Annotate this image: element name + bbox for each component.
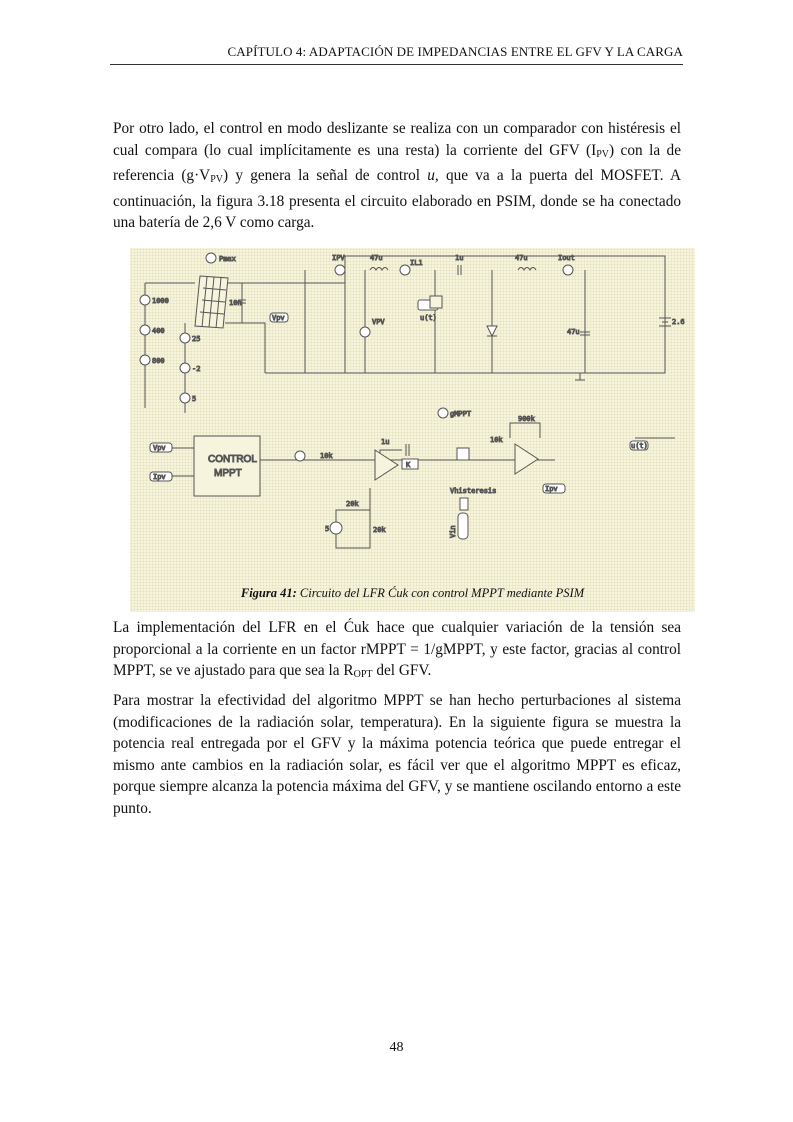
- label: 10k: [320, 452, 333, 460]
- label: 47u: [515, 254, 528, 262]
- label: -2: [192, 365, 201, 373]
- label: CONTROL: [208, 454, 257, 465]
- label: IL1: [410, 259, 423, 267]
- label: 2.6: [672, 318, 685, 326]
- voltmeter-icon: [206, 253, 216, 263]
- label: u(t): [631, 442, 648, 450]
- label: Pmax: [219, 255, 236, 263]
- label: gMPPT: [450, 410, 472, 418]
- text: ) con la de referencia (g·V: [113, 141, 681, 185]
- label: MPPT: [214, 468, 242, 479]
- control-mppt-block: [194, 436, 260, 496]
- label: 20k: [346, 500, 359, 508]
- text: que va a la puerta del MOSFET. A continuación, la figura 3.18 presenta el circuito elaborado en PSIM, donde se ha conectado una batería de 2,6 V como carga.: [113, 167, 681, 232]
- voltmeter-icon: [360, 327, 370, 337]
- dc-source-icon: [330, 522, 342, 534]
- paragraph-1: [113, 118, 681, 234]
- circuit-diagram: [130, 248, 695, 584]
- label: Vhisteresis: [450, 487, 497, 495]
- source-icon: [180, 363, 190, 373]
- ammeter-icon: [335, 265, 345, 275]
- label: Vin: [449, 525, 457, 538]
- ammeter-icon: [563, 265, 573, 275]
- ammeter-icon: [400, 265, 410, 275]
- label: Ipv: [153, 473, 166, 481]
- label: u(t): [420, 314, 437, 322]
- inductor-icon: [370, 268, 388, 271]
- source-icon: [140, 355, 150, 365]
- caption-text: Circuito del LFR Ćuk con control MPPT mediante PSIM: [296, 586, 585, 600]
- mosfet-icon: [430, 296, 442, 308]
- source-icon: [180, 393, 190, 403]
- label: 1u: [381, 438, 390, 446]
- page-number: 48: [389, 1040, 404, 1055]
- subscript: PV: [210, 174, 224, 186]
- caption-label: Figura 41:: [240, 586, 297, 600]
- divider-wires: [336, 488, 370, 548]
- label: 10n: [229, 299, 242, 307]
- label: 20k: [373, 526, 386, 534]
- source-icon: [140, 325, 150, 335]
- diode-icon: [487, 326, 497, 336]
- paragraph-3: Para mostrar la efectividad del algoritmo MPPT se han hecho perturbaciones al sistema (modificaciones de la radiación solar, temperatura). En la siguiente figura se muestra la potencia real entregada por el GFV y la máxima potencia teórica que puede entregar el mismo ante cambios en la radiación solar, es fácil ver que el algoritmo MPPT es eficaz, porque siempre alcanza la potencia máxima del GFV, y se mantiene oscilando entorno a este punto.: [113, 692, 681, 817]
- label: 1u: [455, 254, 464, 262]
- label: 10k: [490, 436, 503, 444]
- label: 47u: [370, 254, 383, 262]
- header-rule: [110, 64, 683, 65]
- label: Vpv: [153, 444, 166, 452]
- subscript: OPT: [353, 669, 373, 681]
- inductor-icon: [518, 268, 536, 271]
- voltmeter-icon: [295, 451, 305, 461]
- label: Vpv: [272, 314, 285, 322]
- label: 1000: [152, 297, 169, 305]
- text: ) y genera la señal de control: [223, 167, 428, 185]
- paragraph-2: [113, 617, 681, 686]
- chapter-header: CAPÍTULO 4: ADAPTACIÓN DE IMPEDANCIAS ENTRE EL GFV Y LA CARGA: [227, 44, 683, 59]
- label: 800: [152, 357, 165, 365]
- ground-icon: [575, 373, 585, 380]
- text: u,: [427, 167, 439, 185]
- label: 25: [192, 335, 201, 343]
- source-icon: [140, 295, 150, 305]
- label: 400: [152, 327, 165, 335]
- label: Iout: [558, 254, 575, 262]
- text: del GFV.: [372, 662, 432, 680]
- label: 900k: [518, 415, 535, 423]
- label: VPV: [372, 318, 385, 326]
- opamp-icon: [375, 450, 398, 480]
- label: 5: [192, 395, 197, 403]
- feedback-wire: [510, 423, 540, 438]
- voltmeter-icon: [438, 408, 448, 418]
- label: K: [406, 461, 411, 469]
- pv-panel-icon: [195, 276, 228, 328]
- opamp-icon: [515, 444, 538, 474]
- label: Ipv: [545, 485, 558, 493]
- label: 5: [325, 525, 330, 533]
- label-tag: [458, 513, 468, 539]
- gain-block: [460, 498, 468, 510]
- circuit-figure: [130, 248, 695, 612]
- subscript: PV: [596, 148, 609, 160]
- text: La implementación del LFR en el Ćuk hace que cualquier variación de la tensión sea proporcional a la corriente en un factor rMPPT = 1/gMPPT, y este factor, gracias al control MPPT, se ve ajustado para que sea la R: [113, 619, 681, 680]
- figure-caption: [130, 586, 695, 601]
- multiplier-icon: [457, 448, 469, 460]
- label: IPV: [332, 254, 345, 262]
- branch-wires: [305, 270, 585, 373]
- label: 47u: [567, 328, 580, 336]
- capacitor-icon: [458, 265, 461, 275]
- text: Por otro lado, el control en modo deslizante se realiza con un comparador con histéresis el cual compara (lo cual implícitamente es una resta) la corriente del GFV (I: [113, 120, 681, 159]
- source-icon: [180, 333, 190, 343]
